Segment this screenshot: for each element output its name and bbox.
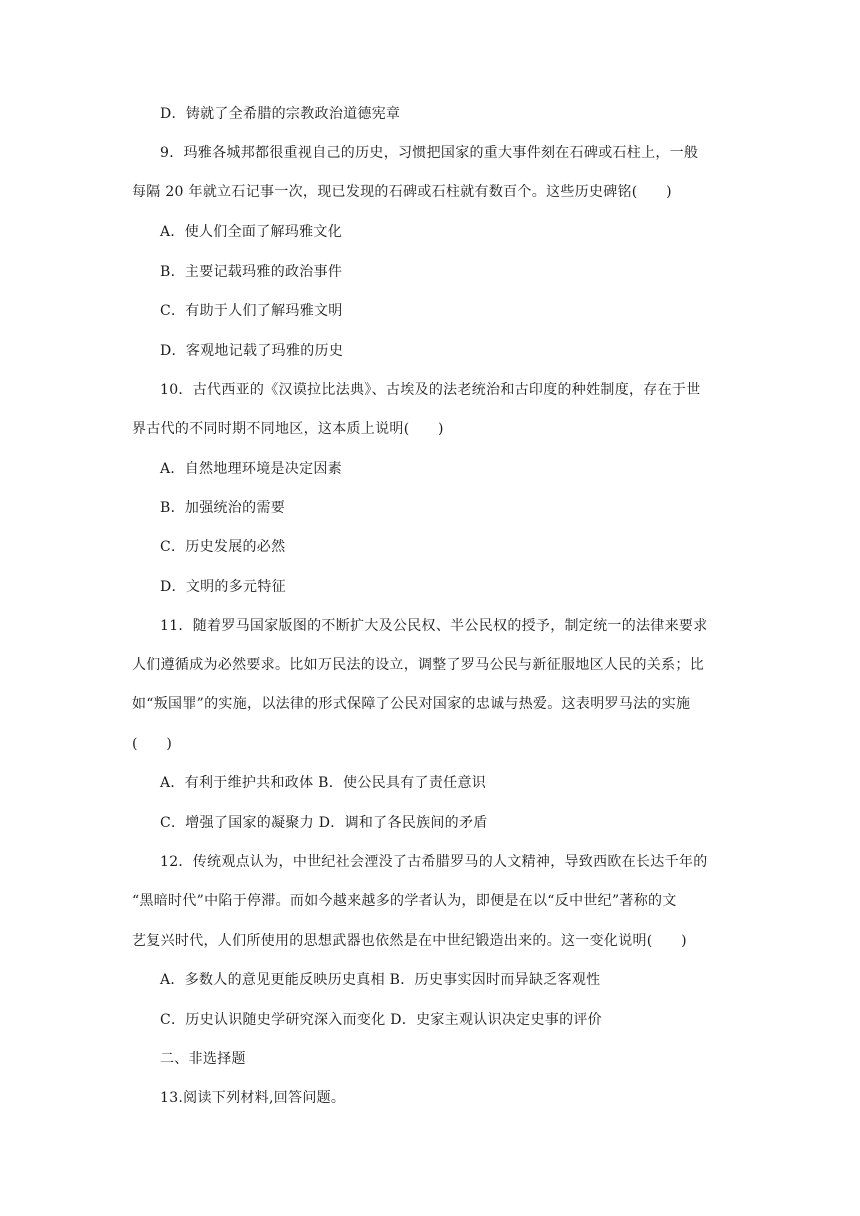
q10-stem-line-2: 界古代的不同时期不同地区，这本质上说明( ) [132, 421, 444, 437]
q11-stem-line-1: 11．随着罗马国家版图的不断扩大及公民权、半公民权的授予，制定统一的法律来要求 [160, 618, 708, 634]
q11-stem-line-4: ( ) [132, 736, 173, 752]
q10-stem-line-1: 10．古代西亚的《汉谟拉比法典》、古埃及的法老统治和古印度的种姓制度，存在于世 [160, 382, 701, 398]
q12-options-cd: C．历史认识随史学研究深入而变化 D．史家主观认识决定史事的评价 [160, 1012, 602, 1028]
q12-stem-line-3: 艺复兴时代，人们所使用的思想武器也依然是在中世纪锻造出来的。这一变化说明( ) [132, 933, 687, 949]
q11-stem-line-2: 人们遵循成为必然要求。比如万民法的设立，调整了罗马公民与新征服地区人民的关系；比 [132, 657, 704, 673]
q10-option-c: C．历史发展的必然 [160, 539, 286, 555]
q12-stem-line-2: “黑暗时代”中陷于停滞。而如今越来越多的学者认为，即便是在以“反中世纪”著称的文 [132, 893, 677, 909]
q9-stem-line-1: 9．玛雅各城邦都很重视自己的历史，习惯把国家的重大事件刻在石碑或石柱上，一般 [160, 145, 699, 161]
q12-stem-line-1: 12．传统观点认为，中世纪社会湮没了古希腊罗马的人文精神，导致西欧在长达千年的 [160, 854, 708, 870]
q9-option-a: A．使人们全面了解玛雅文化 [160, 224, 343, 240]
q11-options-cd: C．增强了国家的凝聚力 D．调和了各民族间的矛盾 [160, 815, 488, 831]
q9-option-b: B．主要记载玛雅的政治事件 [160, 264, 343, 280]
q10-option-b: B．加强统治的需要 [160, 500, 285, 516]
section-heading-non-choice: 二、非选择题 [160, 1051, 246, 1067]
q10-option-d: D．文明的多元特征 [160, 579, 286, 595]
q9-stem-line-2: 每隔 20 年就立石记事一次，现已发现的石碑或石柱就有数百个。这些历史碑铭( ) [132, 184, 672, 200]
q11-options-ab: A．有利于维护共和政体 B．使公民具有了责任意识 [160, 775, 487, 791]
q9-option-c: C．有助于人们了解玛雅文明 [160, 303, 343, 319]
q12-options-ab: A．多数人的意见更能反映历史真相 B．历史事实因时而异缺乏客观性 [160, 972, 601, 988]
q13-stem: 13.阅读下列材料,回答问题。 [160, 1090, 346, 1106]
q8-option-d: D．铸就了全希腊的宗教政治道德宪章 [160, 106, 401, 122]
q11-stem-line-3: 如“叛国罪”的实施，以法律的形式保障了公民对国家的忠诚与热爱。这表明罗马法的实施 [132, 696, 691, 712]
q10-option-a: A．自然地理环境是决定因素 [160, 461, 343, 477]
q9-option-d: D．客观地记载了玛雅的历史 [160, 343, 344, 359]
